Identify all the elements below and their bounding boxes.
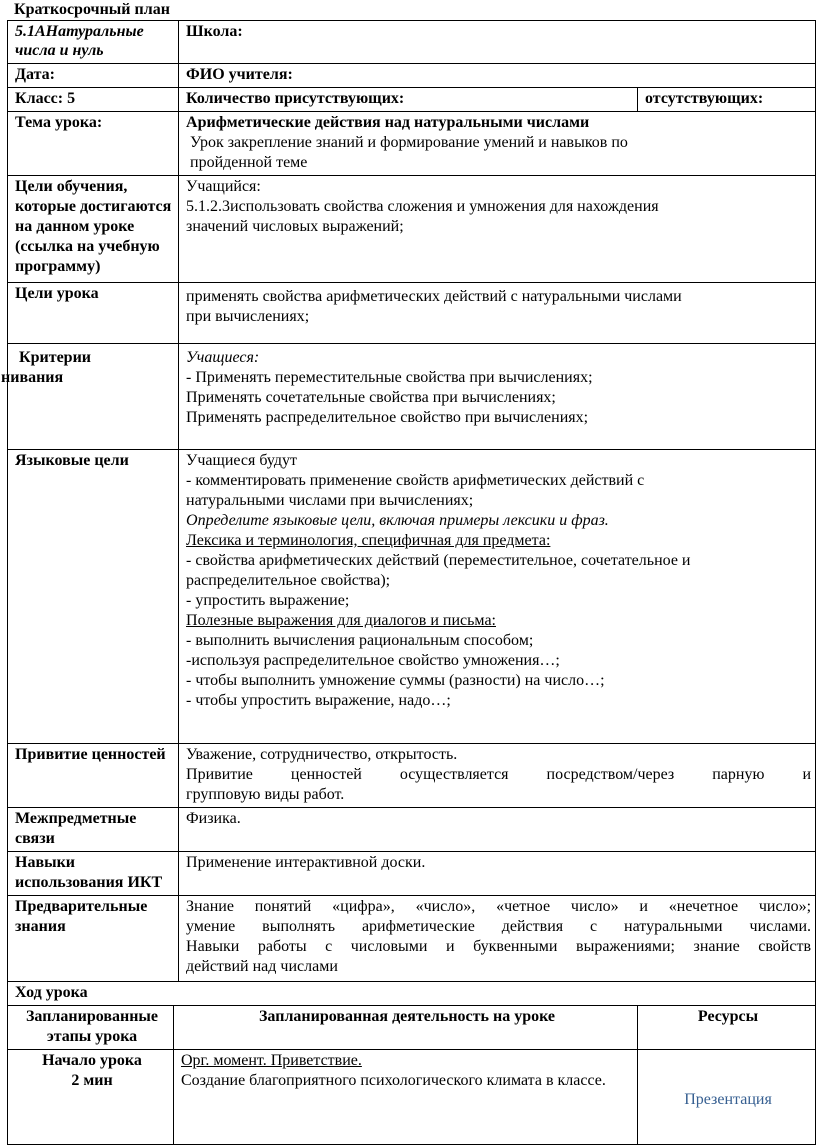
resources-header: Ресурсы: [697, 1008, 759, 1025]
lesson-goals-line: при вычислениях;: [186, 308, 310, 325]
topic-label-cell: [8, 112, 179, 176]
language-content-cell: [179, 450, 816, 744]
resources-header-cell: [638, 1006, 816, 1050]
language-line: Полезные выражения для диалогов и письма:: [186, 612, 496, 629]
prior-line: Навыки работы с числовыми и буквенными выражениями; знание свойств: [186, 938, 812, 955]
date-cell: [8, 64, 179, 88]
language-line: Лексика и терминология, специфичная для предмета:: [186, 532, 551, 549]
lesson-plan-table: [1, 20, 816, 1145]
table-row: [8, 344, 816, 450]
table-row: [8, 852, 816, 896]
objectives-label-line: Цели обучения,: [15, 178, 128, 195]
unit-cell: [8, 21, 179, 64]
objectives-line: значений числовых выражений;: [186, 218, 404, 235]
presentation-link[interactable]: Презентация: [684, 1091, 772, 1108]
start-resource-cell: [638, 1050, 816, 1145]
criteria-label-line: нивания: [1, 369, 64, 386]
language-line: - чтобы выполнить умножение суммы (разности) на число…;: [186, 672, 605, 689]
prior-content-cell: [179, 896, 816, 982]
prior-line: Знание понятий «цифра», «число», «четное число» и «нечетное число»;: [186, 898, 812, 915]
course-label-cell: [8, 982, 816, 1006]
topic-content-cell: [179, 112, 816, 176]
criteria-label-line: Критерии: [19, 349, 92, 366]
table-row: [8, 982, 816, 1006]
cross-label-cell: [8, 808, 179, 852]
stages-header-line: Запланированные: [25, 1008, 159, 1025]
lesson-goals-label: Цели урока: [15, 285, 99, 302]
criteria-label-cell: [1, 344, 179, 450]
lesson-goals-content-cell: [179, 283, 816, 344]
language-line: Определите языковые цели, включая примеры лексики и фраз.: [186, 512, 609, 529]
cross-text: Физика.: [186, 810, 241, 827]
criteria-line: Применять распределительное свойство при вычислениях;: [186, 409, 589, 426]
objectives-line: Учащийся:: [186, 178, 261, 195]
page-title: Краткосрочный план: [14, 1, 170, 18]
class-label: Класс: 5: [15, 90, 76, 107]
prior-line: действий над числами: [186, 958, 338, 975]
stages-header-cell: [8, 1006, 174, 1050]
table-row: [8, 21, 816, 64]
ict-content-cell: [179, 852, 816, 896]
activity-header-cell: [174, 1006, 638, 1050]
objectives-label-line: программу): [15, 258, 101, 275]
cross-label-line: связи: [15, 830, 55, 847]
criteria-line: - Применять переместительные свойства при вычислениях;: [186, 369, 593, 386]
start-activity-title: Орг. момент. Приветствие.: [181, 1052, 362, 1069]
present-cell: [179, 88, 638, 112]
language-label-cell: [8, 450, 179, 744]
criteria-line: Применять сочетательные свойства при вычислениях;: [186, 389, 556, 406]
school-cell: [179, 21, 816, 64]
cross-label-line: Межпредметные: [15, 810, 137, 827]
class-cell: [8, 88, 179, 112]
values-line: Привитие ценностей осуществляется посредством/через парную и: [186, 766, 812, 783]
absent-label: отсутствующих:: [645, 90, 764, 107]
language-line: - упростить выражение;: [186, 592, 350, 609]
values-label-cell: [8, 744, 179, 808]
unit-line: 5.1АНатуральные: [15, 23, 144, 40]
start-activity-text: Создание благоприятного психологического климата в классе.: [181, 1072, 606, 1089]
ict-label-line: Навыки: [15, 854, 76, 871]
start-activity-cell: [174, 1050, 638, 1145]
start-stage-line: 2 мин: [71, 1072, 113, 1089]
ict-text: Применение интерактивной доски.: [186, 854, 426, 871]
values-content-cell: [179, 744, 816, 808]
teacher-cell: [179, 64, 816, 88]
teacher-label: ФИО учителя:: [186, 66, 293, 83]
table-row: [8, 64, 816, 88]
table-row: [8, 283, 816, 344]
table-row: [8, 450, 816, 744]
table-row: [8, 744, 816, 808]
language-line: -используя распределительное свойство умножения…;: [186, 652, 560, 669]
language-line: натуральными числами при вычислениях;: [186, 492, 474, 509]
unit-line: числа и нуль: [15, 42, 104, 59]
table-row: [8, 808, 816, 852]
start-stage-line: Начало урока: [42, 1052, 142, 1069]
topic-desc-line: Урок закрепление знаний и формирование умений и навыков по: [190, 134, 628, 151]
school-label: Школа:: [186, 23, 243, 40]
activity-header: Запланированная деятельность на уроке: [258, 1008, 556, 1025]
language-line: - выполнить вычисления рациональным способом;: [186, 632, 534, 649]
prior-label-cell: [8, 896, 179, 982]
topic-title: Арифметические действия над натуральными числами: [186, 114, 590, 131]
table-row: [8, 896, 816, 982]
values-label: Привитие ценностей: [15, 746, 166, 763]
criteria-content-cell: [179, 344, 816, 450]
table-row: [8, 88, 816, 112]
lesson-goals-line: применять свойства арифметических действий с натуральными числами: [186, 288, 682, 305]
table-row: [8, 176, 816, 283]
prior-label-line: знания: [15, 918, 66, 935]
absent-cell: [638, 88, 816, 112]
objectives-label-cell: [8, 176, 179, 283]
ict-label-cell: [8, 852, 179, 896]
values-line: групповую виды работ.: [186, 786, 345, 803]
objectives-content-cell: [179, 176, 816, 283]
language-line: - комментировать применение свойств арифметических действий с: [186, 472, 645, 489]
table-row: [8, 1006, 816, 1050]
criteria-line: Учащиеся:: [186, 349, 260, 366]
present-label: Количество присутствующих:: [186, 90, 405, 107]
objectives-label-line: (ссылка на учебную: [15, 238, 160, 255]
topic-label: Тема урока:: [15, 114, 103, 131]
lesson-goals-label-cell: [8, 283, 179, 344]
table-row: [8, 112, 816, 176]
prior-line: умение выполнять арифметические действия с натуральными числами.: [186, 918, 812, 935]
prior-label-line: Предварительные: [15, 898, 148, 915]
course-label: Ход урока: [15, 984, 88, 1001]
date-label: Дата:: [15, 66, 55, 83]
language-line: - свойства арифметических действий (переместительное, сочетательное и: [186, 552, 691, 569]
objectives-line: 5.1.2.3использовать свойства сложения и умножения для нахождения: [186, 198, 659, 215]
cross-content-cell: [179, 808, 816, 852]
language-line: Учащиеся будут: [186, 452, 297, 469]
stages-header-line: этапы урока: [46, 1028, 138, 1045]
table-row: [8, 1050, 816, 1145]
language-label: Языковые цели: [15, 452, 129, 469]
language-line: распределительное свойства);: [186, 572, 391, 589]
language-line: - чтобы упростить выражение, надо…;: [186, 692, 451, 709]
topic-desc-line: пройденной теме: [190, 154, 308, 171]
ict-label-line: использования ИКТ: [15, 874, 163, 891]
objectives-label-line: на данном уроке: [15, 218, 135, 235]
start-stage-cell: [8, 1050, 174, 1145]
values-line: Уважение, сотрудничество, открытость.: [186, 746, 458, 763]
objectives-label-line: которые достигаются: [15, 198, 172, 215]
